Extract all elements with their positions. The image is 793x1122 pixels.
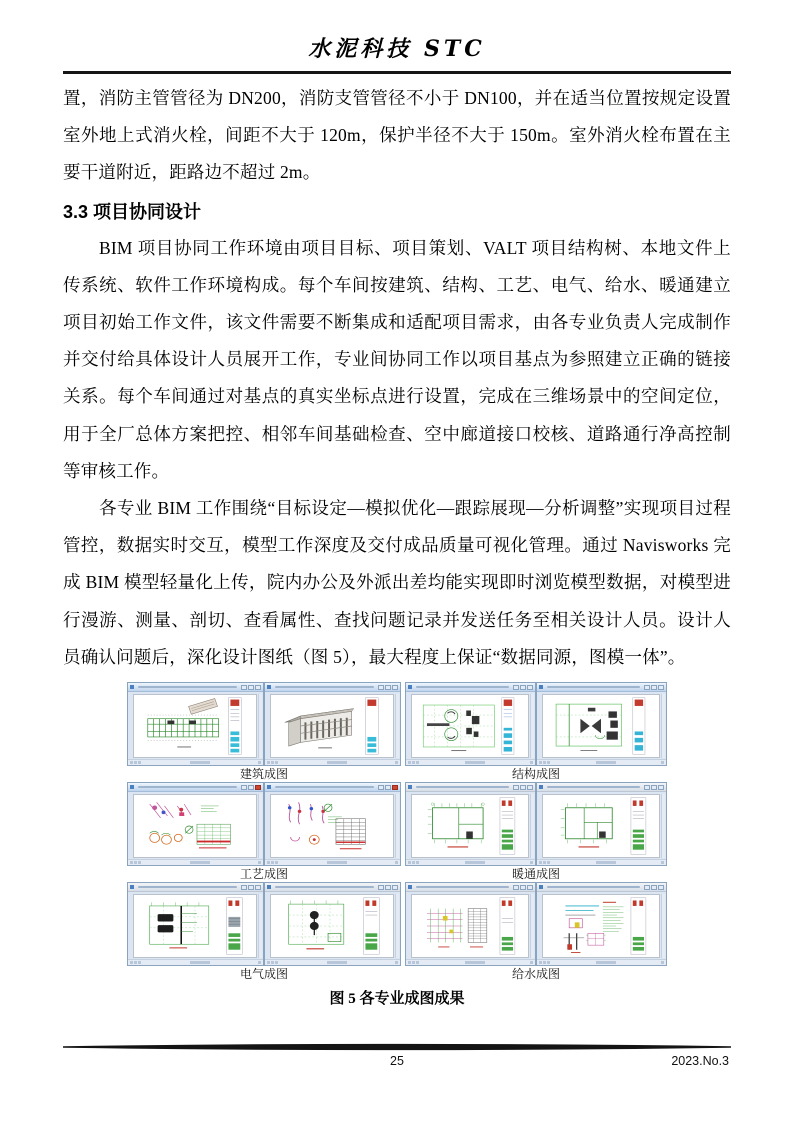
app-icon — [408, 685, 412, 689]
close-button-icon — [658, 785, 664, 790]
group-plumbing — [405, 882, 667, 981]
minimize-button-icon — [513, 785, 519, 790]
journal-title: 水泥科技 STC — [308, 36, 486, 62]
drawing-sheet — [270, 694, 394, 758]
cad-window-structure-2 — [536, 682, 667, 766]
app-icon — [130, 785, 134, 789]
group-electrical — [127, 882, 401, 981]
maximize-button-icon — [385, 685, 391, 690]
drawing-sheet — [270, 794, 394, 858]
maximize-button-icon — [385, 885, 391, 890]
minimize-button-icon — [378, 785, 384, 790]
group-structure — [405, 682, 667, 781]
minimize-button-icon — [241, 785, 247, 790]
maximize-button-icon — [651, 685, 657, 690]
group-process — [127, 782, 401, 881]
cad-window-plumbing-1 — [405, 882, 536, 966]
maximize-button-icon — [248, 785, 254, 790]
window-titlebar — [265, 883, 400, 892]
drawing-sheet — [133, 694, 257, 758]
vertical-scrollbar — [530, 694, 534, 758]
window-titlebar — [265, 783, 400, 792]
page-footer — [63, 1043, 731, 1072]
figure-row-3 — [127, 882, 667, 981]
drawing-sheet — [542, 794, 660, 858]
app-icon — [539, 785, 543, 789]
vertical-scrollbar — [395, 894, 399, 958]
close-button-icon — [392, 885, 398, 890]
vertical-scrollbar — [395, 794, 399, 858]
app-icon — [267, 885, 271, 889]
cad-window-plumbing-2 — [536, 882, 667, 966]
vertical-scrollbar — [258, 794, 262, 858]
maximize-button-icon — [248, 685, 254, 690]
vertical-scrollbar — [258, 894, 262, 958]
drawing-sheet — [542, 894, 660, 958]
app-icon — [130, 685, 134, 689]
drawing-sheet — [542, 694, 660, 758]
window-titlebar — [406, 883, 535, 892]
horizontal-scrollbar — [406, 759, 535, 765]
cad-window-architecture-3d — [264, 682, 401, 766]
drawing-sheet — [411, 794, 529, 858]
cad-window-hvac-1 — [405, 782, 536, 866]
horizontal-scrollbar — [406, 959, 535, 965]
app-icon — [408, 885, 412, 889]
figure-row-1 — [127, 682, 667, 781]
group-label-structure: 结构成图 — [511, 767, 560, 782]
horizontal-scrollbar — [537, 859, 666, 865]
maximize-button-icon — [385, 785, 391, 790]
minimize-button-icon — [241, 685, 247, 690]
group-label-plumbing: 给水成图 — [511, 967, 560, 982]
vertical-scrollbar — [661, 894, 665, 958]
minimize-button-icon — [378, 685, 384, 690]
paragraph-1: BIM 项目协同工作环境由项目目标、项目策划、VALT 项目结构树、本地文件上传系统、软件工作环境构成。每个车间按建筑、结构、工艺、电气、给水、暖通建立项目初始工作文件，该文件需要不断集成和适配项目需求，由各专业负责人完成制作并交付给具体设计人员展开工作，专业间协同工作以项目基点为参照建立正确的链接关系。每个车间通过对基点的真实坐标点进行设置，完成在三维场景中的空间定位，用于全厂总体方案把控、相邻车间基础检查、空中廊道接口校核、道路通行净高控制等审核工作。 — [63, 237, 731, 481]
vertical-scrollbar — [395, 694, 399, 758]
window-titlebar — [537, 883, 666, 892]
group-label-electrical: 电气成图 — [239, 967, 288, 982]
window-titlebar — [406, 783, 535, 792]
cad-window-process-2 — [264, 782, 401, 866]
vertical-scrollbar — [530, 794, 534, 858]
maximize-button-icon — [520, 885, 526, 890]
header-rule — [63, 71, 731, 74]
maximize-button-icon — [651, 785, 657, 790]
horizontal-scrollbar — [537, 959, 666, 965]
window-titlebar — [128, 883, 263, 892]
maximize-button-icon — [651, 885, 657, 890]
issue-number: 2023.No.3 — [671, 1054, 729, 1068]
vertical-scrollbar — [258, 694, 262, 758]
cad-window-structure-1 — [405, 682, 536, 766]
figure-row-2 — [127, 782, 667, 881]
close-button-icon — [255, 685, 261, 690]
app-icon — [539, 685, 543, 689]
minimize-button-icon — [644, 785, 650, 790]
minimize-button-icon — [241, 885, 247, 890]
horizontal-scrollbar — [265, 859, 400, 865]
drawing-sheet — [411, 894, 529, 958]
drawing-sheet — [411, 694, 529, 758]
minimize-button-icon — [378, 885, 384, 890]
section-heading: 3.3 项目协同设计 — [63, 201, 202, 222]
app-icon — [130, 885, 134, 889]
group-hvac — [405, 782, 667, 881]
minimize-button-icon — [644, 885, 650, 890]
window-titlebar — [537, 783, 666, 792]
cad-window-electrical-1 — [127, 882, 264, 966]
cad-window-process-1 — [127, 782, 264, 866]
close-button-icon — [658, 685, 664, 690]
footer-rule — [63, 1043, 731, 1052]
vertical-scrollbar — [530, 894, 534, 958]
close-button-icon — [527, 685, 533, 690]
group-label-architecture: 建筑成图 — [239, 767, 288, 782]
window-titlebar — [128, 783, 263, 792]
window-titlebar — [128, 683, 263, 692]
close-button-icon — [255, 885, 261, 890]
drawing-sheet — [133, 794, 257, 858]
group-label-process: 工艺成图 — [239, 867, 288, 882]
vertical-scrollbar — [661, 694, 665, 758]
minimize-button-icon — [644, 685, 650, 690]
minimize-button-icon — [513, 885, 519, 890]
group-architecture — [127, 682, 401, 781]
window-titlebar — [537, 683, 666, 692]
maximize-button-icon — [520, 685, 526, 690]
horizontal-scrollbar — [128, 959, 263, 965]
app-icon — [539, 885, 543, 889]
figure-caption: 图 5 各专业成图成果 — [329, 991, 465, 1008]
minimize-button-icon — [513, 685, 519, 690]
figure-5 — [127, 682, 667, 1010]
close-button-icon — [658, 885, 664, 890]
group-label-hvac: 暖通成图 — [511, 867, 560, 882]
horizontal-scrollbar — [265, 759, 400, 765]
app-icon — [267, 685, 271, 689]
maximize-button-icon — [248, 885, 254, 890]
page-number: 25 — [390, 1054, 404, 1068]
cad-window-architecture-plan — [127, 682, 264, 766]
close-button-icon — [255, 785, 261, 790]
window-titlebar — [265, 683, 400, 692]
paragraph-2: 各专业 BIM 工作围绕“目标设定—模拟优化—跟踪展现—分析调整”实现项目过程管控，数据实时交互，模型工作深度及交付成品质量可视化管理。通过 Navisworks 完成 BIM 模型轻量化上传，院内办公及外派出差均能实现即时浏览模型数据，对模型进行漫游、测量、剖切、查看属性、查找问题记录并发送任务至相关设计人员。设计人员确认问题后，深化设计图纸（图 5），最大程度上保证“数据同源，图模一体”。 — [63, 498, 731, 667]
app-icon — [408, 785, 412, 789]
close-button-icon — [392, 685, 398, 690]
vertical-scrollbar — [661, 794, 665, 858]
close-button-icon — [527, 785, 533, 790]
close-button-icon — [527, 885, 533, 890]
cad-window-electrical-2 — [264, 882, 401, 966]
horizontal-scrollbar — [406, 859, 535, 865]
horizontal-scrollbar — [128, 859, 263, 865]
paragraph-continuation: 置，消防主管管径为 DN200，消防支管管径不小于 DN100，并在适当位置按规定设置室外地上式消火栓，间距不大于 120m，保护半径不大于 150m。室外消火栓布置在主要干道附近，距路边不超过 2m。 — [63, 88, 731, 183]
horizontal-scrollbar — [128, 759, 263, 765]
maximize-button-icon — [520, 785, 526, 790]
horizontal-scrollbar — [265, 959, 400, 965]
window-titlebar — [406, 683, 535, 692]
drawing-sheet — [270, 894, 394, 958]
horizontal-scrollbar — [537, 759, 666, 765]
drawing-sheet — [133, 894, 257, 958]
close-button-icon — [392, 785, 398, 790]
app-icon — [267, 785, 271, 789]
cad-window-hvac-2 — [536, 782, 667, 866]
